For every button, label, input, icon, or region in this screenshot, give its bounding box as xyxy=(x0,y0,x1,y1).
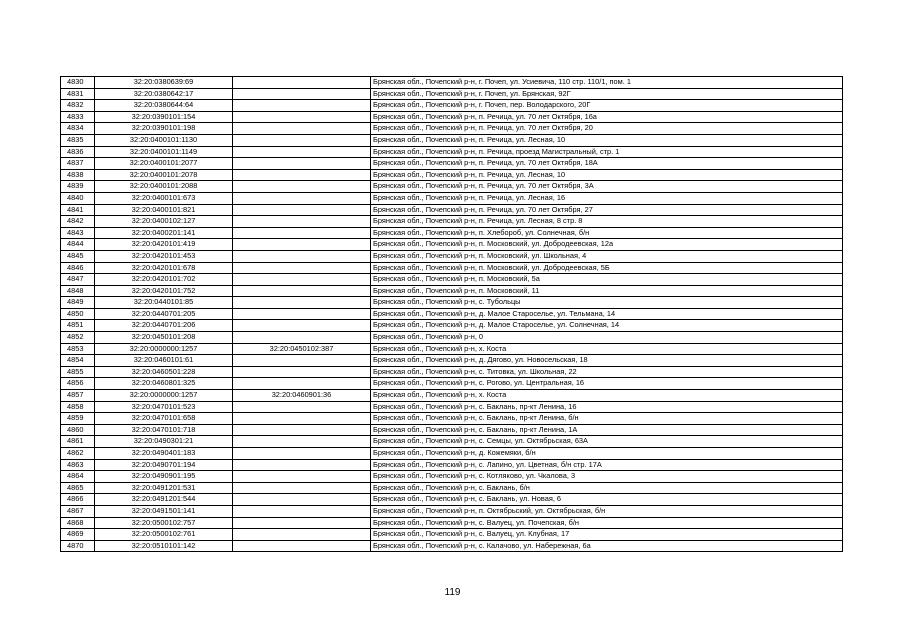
cadastral-number-cell: 32:20:0490901:195 xyxy=(95,471,233,483)
table-row xyxy=(61,378,843,390)
table-row xyxy=(61,308,843,320)
previous-number-cell xyxy=(233,482,371,494)
cadastral-number-cell: 32:20:0491201:531 xyxy=(95,482,233,494)
row-number-cell: 4865 xyxy=(61,482,95,494)
cadastral-number-cell: 32:20:0460501:228 xyxy=(95,366,233,378)
cadastral-number-cell: 32:20:0490701:194 xyxy=(95,459,233,471)
cadastral-number-cell: 32:20:0450101:208 xyxy=(95,332,233,344)
previous-number-cell xyxy=(233,366,371,378)
address-cell: Брянская обл., Почепский р-н, г. Почеп, пер. Володарского, 20Г xyxy=(371,100,843,112)
row-number-cell: 4853 xyxy=(61,343,95,355)
table-row xyxy=(61,181,843,193)
row-number-cell: 4859 xyxy=(61,413,95,425)
row-number-cell: 4863 xyxy=(61,459,95,471)
table-row xyxy=(61,297,843,309)
table-row xyxy=(61,505,843,517)
cadastral-number-cell: 32:20:0440701:206 xyxy=(95,320,233,332)
address-cell: Брянская обл., Почепский р-н, д. Дягово, ул. Новосельская, 18 xyxy=(371,355,843,367)
table-row xyxy=(61,227,843,239)
table-row xyxy=(61,436,843,448)
table-row xyxy=(61,494,843,506)
row-number-cell: 4866 xyxy=(61,494,95,506)
previous-number-cell xyxy=(233,378,371,390)
previous-number-cell xyxy=(233,448,371,460)
table-row xyxy=(61,123,843,135)
previous-number-cell xyxy=(233,424,371,436)
previous-number-cell xyxy=(233,192,371,204)
cadastral-number-cell: 32:20:0420101:702 xyxy=(95,274,233,286)
table-row xyxy=(61,343,843,355)
previous-number-cell xyxy=(233,529,371,541)
address-cell: Брянская обл., Почепский р-н, с. Валуец, ул. Почепская, б/н xyxy=(371,517,843,529)
table-row xyxy=(61,332,843,344)
cadastral-number-cell: 32:20:0491501:141 xyxy=(95,505,233,517)
row-number-cell: 4857 xyxy=(61,390,95,402)
previous-number-cell xyxy=(233,332,371,344)
cadastral-number-cell: 32:20:0390101:198 xyxy=(95,123,233,135)
previous-number-cell xyxy=(233,250,371,262)
table-row xyxy=(61,366,843,378)
previous-number-cell xyxy=(233,111,371,123)
address-cell: Брянская обл., Почепский р-н, д. Кожемяки, б/н xyxy=(371,448,843,460)
cadastral-number-cell: 32:20:0470101:658 xyxy=(95,413,233,425)
cadastral-number-cell: 32:20:0500102:757 xyxy=(95,517,233,529)
cadastral-number-cell: 32:20:0000000:1257 xyxy=(95,390,233,402)
row-number-cell: 4830 xyxy=(61,77,95,89)
address-cell: Брянская обл., Почепский р-н, с. Баклань, б/н xyxy=(371,482,843,494)
cadastral-number-cell: 32:20:0400201:141 xyxy=(95,227,233,239)
table-row xyxy=(61,471,843,483)
previous-number-cell xyxy=(233,181,371,193)
previous-number-cell xyxy=(233,88,371,100)
row-number-cell: 4869 xyxy=(61,529,95,541)
table-row xyxy=(61,77,843,89)
cadastral-number-cell: 32:20:0400101:821 xyxy=(95,204,233,216)
cadastral-number-cell: 32:20:0420101:419 xyxy=(95,239,233,251)
page-number: 119 xyxy=(444,587,461,598)
address-cell: Брянская обл., Почепский р-н, п. Речица, ул. Лесная, 10 xyxy=(371,169,843,181)
previous-number-cell xyxy=(233,100,371,112)
row-number-cell: 4849 xyxy=(61,297,95,309)
address-cell: Брянская обл., Почепский р-н, п. Речица, проезд Магистральный, стр. 1 xyxy=(371,146,843,158)
address-cell: Брянская обл., Почепский р-н, п. Московский, ул. Добродеевская, 12а xyxy=(371,239,843,251)
row-number-cell: 4833 xyxy=(61,111,95,123)
cadastral-number-cell: 32:20:0460101:61 xyxy=(95,355,233,367)
table-row xyxy=(61,482,843,494)
row-number-cell: 4842 xyxy=(61,216,95,228)
address-cell: Брянская обл., Почепский р-н, с. Семцы, ул. Октябрьская, 63А xyxy=(371,436,843,448)
table-row xyxy=(61,401,843,413)
address-cell: Брянская обл., Почепский р-н, х. Коста xyxy=(371,343,843,355)
address-cell: Брянская обл., Почепский р-н, с. Валуец, ул. Клубная, 17 xyxy=(371,529,843,541)
cadastral-number-cell: 32:20:0400101:2088 xyxy=(95,181,233,193)
row-number-cell: 4856 xyxy=(61,378,95,390)
row-number-cell: 4858 xyxy=(61,401,95,413)
cadastral-number-cell: 32:20:0420101:752 xyxy=(95,285,233,297)
table-row xyxy=(61,169,843,181)
address-cell: Брянская обл., Почепский р-н, с. Титовка, ул. Школьная, 22 xyxy=(371,366,843,378)
table-row xyxy=(61,540,843,552)
address-cell: Брянская обл., Почепский р-н, п. Речица, ул. 70 лет Октября, 18А xyxy=(371,158,843,170)
previous-number-cell xyxy=(233,401,371,413)
cadastral-number-cell: 32:20:0400101:2077 xyxy=(95,158,233,170)
cadastral-number-cell: 32:20:0380644:64 xyxy=(95,100,233,112)
cadastral-number-cell: 32:20:0000000:1257 xyxy=(95,343,233,355)
address-cell: Брянская обл., Почепский р-н, с. Тубольцы xyxy=(371,297,843,309)
row-number-cell: 4847 xyxy=(61,274,95,286)
row-number-cell: 4840 xyxy=(61,192,95,204)
table-row xyxy=(61,320,843,332)
address-cell: Брянская обл., Почепский р-н, с. Баклань, пр-кт Ленина, 16 xyxy=(371,401,843,413)
cadastral-number-cell: 32:20:0490301:21 xyxy=(95,436,233,448)
previous-number-cell xyxy=(233,355,371,367)
cadastral-number-cell: 32:20:0400101:1149 xyxy=(95,146,233,158)
address-cell: Брянская обл., Почепский р-н, п. Московский, 5а xyxy=(371,274,843,286)
row-number-cell: 4844 xyxy=(61,239,95,251)
cadastral-number-cell: 32:20:0440101:85 xyxy=(95,297,233,309)
table-row xyxy=(61,250,843,262)
row-number-cell: 4845 xyxy=(61,250,95,262)
address-cell: Брянская обл., Почепский р-н, п. Московский, 11 xyxy=(371,285,843,297)
table-row xyxy=(61,146,843,158)
cadastral-number-cell: 32:20:0420101:678 xyxy=(95,262,233,274)
previous-number-cell xyxy=(233,169,371,181)
cadastral-number-cell: 32:20:0510101:142 xyxy=(95,540,233,552)
table-row xyxy=(61,216,843,228)
previous-number-cell xyxy=(233,77,371,89)
previous-number-cell xyxy=(233,216,371,228)
table-body xyxy=(61,77,843,552)
previous-number-cell xyxy=(233,123,371,135)
table-row xyxy=(61,355,843,367)
row-number-cell: 4841 xyxy=(61,204,95,216)
table-row xyxy=(61,158,843,170)
address-cell: Брянская обл., Почепский р-н, п. Речица, ул. 70 лет Октября, 3А xyxy=(371,181,843,193)
table-row xyxy=(61,285,843,297)
table-row xyxy=(61,134,843,146)
address-cell: Брянская обл., Почепский р-н, п. Речица, ул. 70 лет Октября, 27 xyxy=(371,204,843,216)
table-row xyxy=(61,192,843,204)
previous-number-cell xyxy=(233,471,371,483)
row-number-cell: 4864 xyxy=(61,471,95,483)
row-number-cell: 4846 xyxy=(61,262,95,274)
previous-number-cell xyxy=(233,227,371,239)
row-number-cell: 4839 xyxy=(61,181,95,193)
cadastral-number-cell: 32:20:0491201:544 xyxy=(95,494,233,506)
previous-number-cell xyxy=(233,540,371,552)
row-number-cell: 4851 xyxy=(61,320,95,332)
cadastral-number-cell: 32:20:0420101:453 xyxy=(95,250,233,262)
previous-number-cell xyxy=(233,505,371,517)
cadastral-number-cell: 32:20:0380639:69 xyxy=(95,77,233,89)
previous-number-cell xyxy=(233,158,371,170)
address-cell: Брянская обл., Почепский р-н, г. Почеп, ул. Брянская, 92Г xyxy=(371,88,843,100)
previous-number-cell xyxy=(233,262,371,274)
address-cell: Брянская обл., Почепский р-н, с. Лапино, ул. Цветная, б/н стр. 17А xyxy=(371,459,843,471)
row-number-cell: 4832 xyxy=(61,100,95,112)
table-row xyxy=(61,459,843,471)
table-row xyxy=(61,88,843,100)
previous-number-cell xyxy=(233,413,371,425)
previous-number-cell xyxy=(233,308,371,320)
address-cell: Брянская обл., Почепский р-н, с. Котляково, ул. Чкалова, 3 xyxy=(371,471,843,483)
address-cell: Брянская обл., Почепский р-н, х. Коста xyxy=(371,390,843,402)
row-number-cell: 4848 xyxy=(61,285,95,297)
table-row xyxy=(61,390,843,402)
previous-number-cell xyxy=(233,494,371,506)
cadastral-number-cell: 32:20:0390101:154 xyxy=(95,111,233,123)
address-cell: Брянская обл., Почепский р-н, п. Московский, ул. Школьная, 4 xyxy=(371,250,843,262)
cadastral-number-cell: 32:20:0380642:17 xyxy=(95,88,233,100)
table-row xyxy=(61,274,843,286)
row-number-cell: 4867 xyxy=(61,505,95,517)
address-cell: Брянская обл., Почепский р-н, г. Почеп, ул. Усиевича, 110 стр. 110/1, пом. 1 xyxy=(371,77,843,89)
previous-number-cell xyxy=(233,204,371,216)
previous-number-cell: 32:20:0460901:36 xyxy=(233,390,371,402)
row-number-cell: 4854 xyxy=(61,355,95,367)
previous-number-cell xyxy=(233,239,371,251)
row-number-cell: 4868 xyxy=(61,517,95,529)
previous-number-cell xyxy=(233,134,371,146)
address-cell: Брянская обл., Почепский р-н, п. Речица, ул. Лесная, 8 стр. 8 xyxy=(371,216,843,228)
address-cell: Брянская обл., Почепский р-н, с. Баклань, пр-кт Ленина, б/н xyxy=(371,413,843,425)
address-cell: Брянская обл., Почепский р-н, д. Малое Староселье, ул. Тельмана, 14 xyxy=(371,308,843,320)
cadastral-number-cell: 32:20:0460801:325 xyxy=(95,378,233,390)
cadastral-number-cell: 32:20:0490401:183 xyxy=(95,448,233,460)
address-cell: Брянская обл., Почепский р-н, с. Баклань, ул. Новая, 6 xyxy=(371,494,843,506)
row-number-cell: 4837 xyxy=(61,158,95,170)
row-number-cell: 4843 xyxy=(61,227,95,239)
row-number-cell: 4838 xyxy=(61,169,95,181)
table-row xyxy=(61,262,843,274)
row-number-cell: 4852 xyxy=(61,332,95,344)
address-cell: Брянская обл., Почепский р-н, д. Малое Староселье, ул. Солнечная, 14 xyxy=(371,320,843,332)
row-number-cell: 4834 xyxy=(61,123,95,135)
table-row xyxy=(61,239,843,251)
row-number-cell: 4860 xyxy=(61,424,95,436)
address-cell: Брянская обл., Почепский р-н, п. Речица, ул. Лесная, 10 xyxy=(371,134,843,146)
cadastral-number-cell: 32:20:0470101:718 xyxy=(95,424,233,436)
table-row xyxy=(61,529,843,541)
table-row xyxy=(61,517,843,529)
table-row xyxy=(61,204,843,216)
cadastral-number-cell: 32:20:0400101:673 xyxy=(95,192,233,204)
previous-number-cell xyxy=(233,146,371,158)
cadastral-number-cell: 32:20:0400101:1130 xyxy=(95,134,233,146)
row-number-cell: 4855 xyxy=(61,366,95,378)
table-row xyxy=(61,424,843,436)
previous-number-cell xyxy=(233,297,371,309)
previous-number-cell xyxy=(233,285,371,297)
row-number-cell: 4850 xyxy=(61,308,95,320)
cadastral-number-cell: 32:20:0500102:761 xyxy=(95,529,233,541)
address-cell: Брянская обл., Почепский р-н, п. Октябрьский, ул. Октябрьская, б/н xyxy=(371,505,843,517)
row-number-cell: 4861 xyxy=(61,436,95,448)
previous-number-cell xyxy=(233,517,371,529)
table-row xyxy=(61,413,843,425)
table-row xyxy=(61,448,843,460)
previous-number-cell xyxy=(233,320,371,332)
cadastral-table xyxy=(60,76,843,552)
row-number-cell: 4835 xyxy=(61,134,95,146)
previous-number-cell xyxy=(233,459,371,471)
previous-number-cell xyxy=(233,274,371,286)
table-row xyxy=(61,111,843,123)
address-cell: Брянская обл., Почепский р-н, п. Речица, ул. Лесная, 16 xyxy=(371,192,843,204)
address-cell: Брянская обл., Почепский р-н, 0 xyxy=(371,332,843,344)
previous-number-cell xyxy=(233,436,371,448)
cadastral-number-cell: 32:20:0400101:2078 xyxy=(95,169,233,181)
address-cell: Брянская обл., Почепский р-н, п. Речица, ул. 70 лет Октября, 16а xyxy=(371,111,843,123)
cadastral-number-cell: 32:20:0470101:523 xyxy=(95,401,233,413)
address-cell: Брянская обл., Почепский р-н, п. Речица, ул. 70 лет Октября, 20 xyxy=(371,123,843,135)
row-number-cell: 4870 xyxy=(61,540,95,552)
address-cell: Брянская обл., Почепский р-н, с. Рогово, ул. Центральная, 16 xyxy=(371,378,843,390)
previous-number-cell: 32:20:0450102:387 xyxy=(233,343,371,355)
address-cell: Брянская обл., Почепский р-н, с. Баклань, пр-кт Ленина, 1А xyxy=(371,424,843,436)
address-cell: Брянская обл., Почепский р-н, с. Калачово, ул. Набережная, 6а xyxy=(371,540,843,552)
row-number-cell: 4862 xyxy=(61,448,95,460)
cadastral-number-cell: 32:20:0400102:127 xyxy=(95,216,233,228)
row-number-cell: 4831 xyxy=(61,88,95,100)
table-row xyxy=(61,100,843,112)
address-cell: Брянская обл., Почепский р-н, п. Хлебороб, ул. Солнечная, б/н xyxy=(371,227,843,239)
row-number-cell: 4836 xyxy=(61,146,95,158)
address-cell: Брянская обл., Почепский р-н, п. Московский, ул. Добродеевская, 5Б xyxy=(371,262,843,274)
cadastral-number-cell: 32:20:0440701:205 xyxy=(95,308,233,320)
